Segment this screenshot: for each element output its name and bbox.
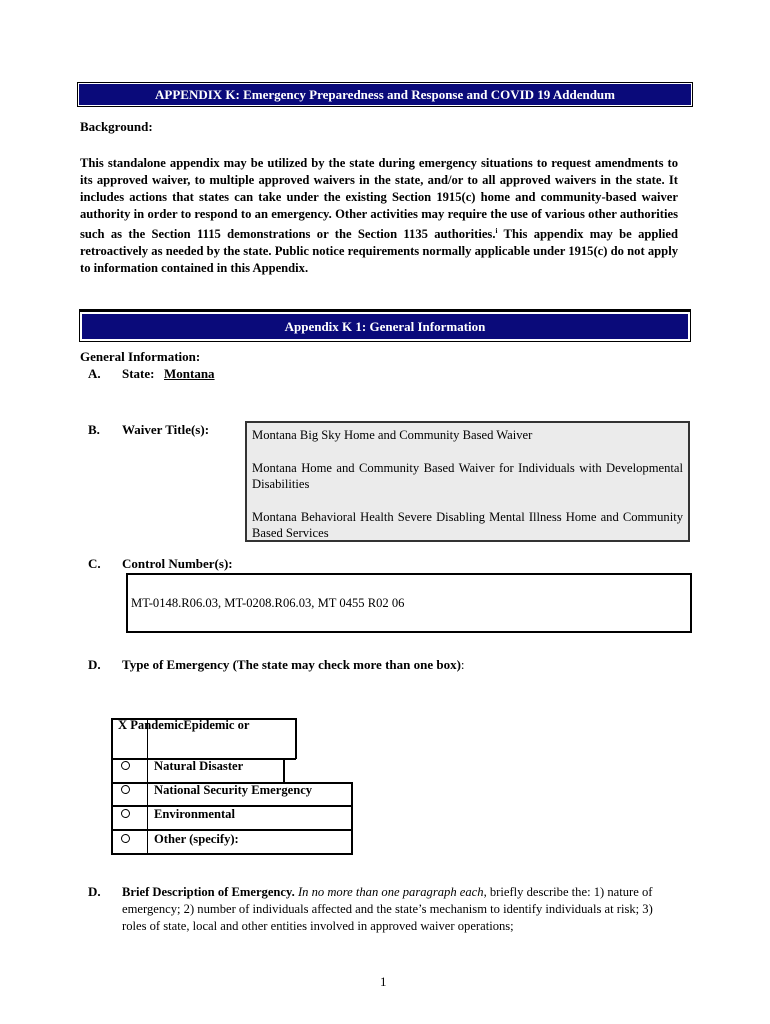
background-heading: Background: xyxy=(80,119,153,134)
natural-disaster-label: Natural Disaster xyxy=(154,759,244,773)
item-c-letter: C. xyxy=(88,556,101,571)
waiver-titles-box xyxy=(245,421,690,542)
brief-description-italic: In no more than one paragraph each xyxy=(297,885,484,899)
appendix-banner-frame xyxy=(77,82,693,107)
table-row2-right xyxy=(283,758,285,783)
item-a-letter: A. xyxy=(88,366,101,381)
item-b-letter: B. xyxy=(88,422,100,437)
table-left-border xyxy=(111,718,113,855)
control-number-label: Control Number(s): xyxy=(122,556,233,571)
environmental-label: Environmental xyxy=(154,807,235,821)
other-radio[interactable] xyxy=(121,834,130,843)
table-bottom-border xyxy=(111,853,353,855)
background-text-2: This appendix may be applied retroactively as needed by the state. Public notice requirements normally applicable under 1915(c) do not apply to information contained in this Appendix. xyxy=(80,227,678,276)
background-paragraph xyxy=(80,155,678,277)
table-row4-bottom xyxy=(111,829,353,831)
brief-description-label: Brief Description of Emergency. xyxy=(122,885,295,899)
control-number-value: MT-0148.R06.03, MT-0208.R06.03, MT 0455 R02 06 xyxy=(131,596,405,610)
brief-description xyxy=(122,884,667,935)
natural-disaster-radio[interactable] xyxy=(121,761,130,770)
table-wide-right xyxy=(351,782,353,855)
appendix-banner: APPENDIX K: Emergency Preparedness and Response and COVID 19 Addendum xyxy=(79,84,691,105)
waiver-title-1: Montana Big Sky Home and Community Based Waiver xyxy=(252,428,533,442)
pandemic-option[interactable]: X PandemicEpidemic or xyxy=(118,718,250,732)
waiver-title-label: Waiver Title(s): xyxy=(122,422,210,437)
item-d2-letter: D. xyxy=(88,884,101,899)
emergency-type-heading xyxy=(122,657,465,673)
control-number-box xyxy=(126,573,692,633)
emergency-type-label: Type of Emergency (The state may check more than one box) xyxy=(122,657,461,672)
state-value: Montana xyxy=(164,366,215,381)
emergency-type-table xyxy=(111,718,353,855)
item-d-letter: D. xyxy=(88,657,101,672)
waiver-title-3: Montana Behavioral Health Severe Disabling Mental Illness Home and Community Based Services xyxy=(252,510,683,540)
general-info-heading: General Information: xyxy=(80,349,201,364)
emergency-type-colon: : xyxy=(460,657,465,672)
environmental-radio[interactable] xyxy=(121,809,130,818)
national-security-label: National Security Emergency xyxy=(154,783,313,797)
footnote-mark: i xyxy=(495,227,498,235)
table-row1-right xyxy=(295,718,297,759)
table-column-divider xyxy=(147,718,148,855)
brief-description-text: , briefly describe the: 1) nature of emergency; 2) number of individuals affected and the state’s mechanism to identify individuals at risk; 3) roles of state, local and other entities involved in approved waiver operations; xyxy=(122,885,653,933)
other-label: Other (specify): xyxy=(154,832,239,846)
section-banner-frame xyxy=(79,309,691,342)
section-banner: Appendix K 1: General Information xyxy=(82,314,688,339)
page-number: 1 xyxy=(380,974,387,989)
state-label: State: xyxy=(122,366,155,381)
national-security-radio[interactable] xyxy=(121,785,130,794)
waiver-title-2: Montana Home and Community Based Waiver for Individuals with Developmental Disabilities xyxy=(252,461,683,491)
background-text: This standalone appendix may be utilized by the state during emergency situations to request amendments to its approved waiver, to multiple approved waivers in the state, and/or to all approved waivers in the state. It includes actions that states can take under the existing Section 1915(c) home and community-based waiver authority in order to respond to an emergency. Other activities may require the use of various other authorities such as the Section 1115 demonstrations or the Section 1135 authorities. xyxy=(80,156,678,242)
